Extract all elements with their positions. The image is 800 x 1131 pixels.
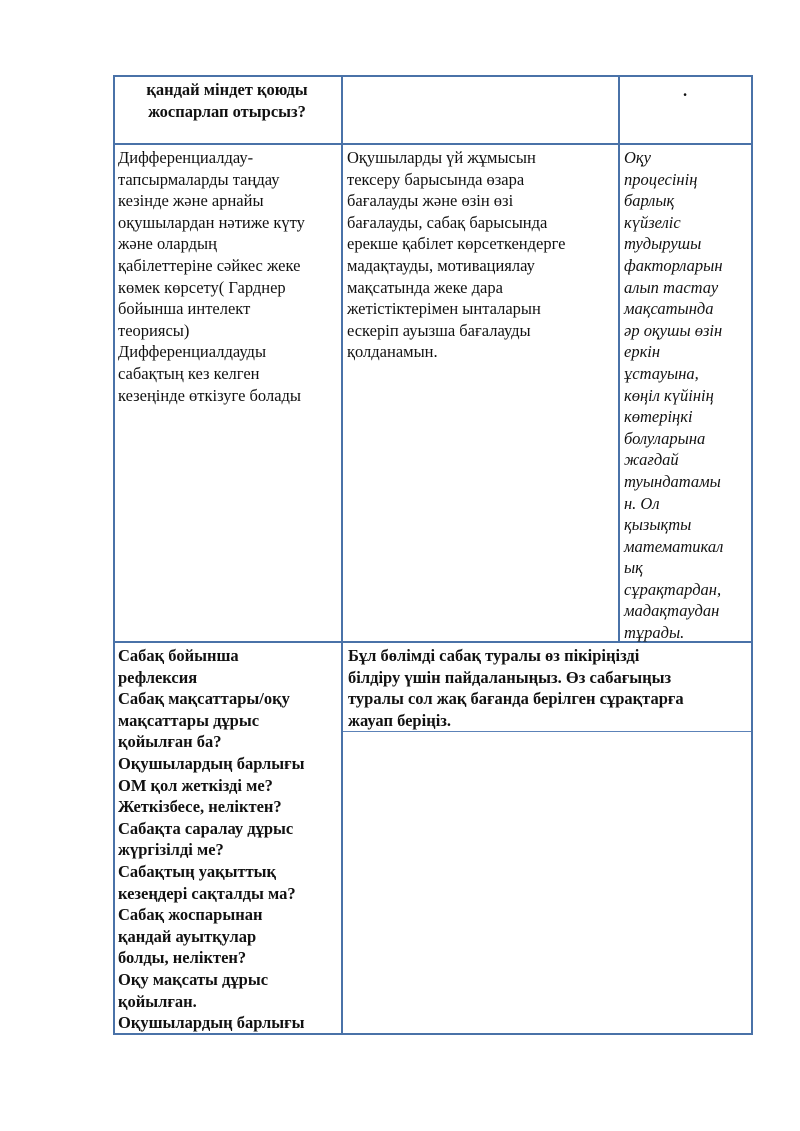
assessment-line: қолданамын.: [347, 342, 438, 362]
table-left-border: [113, 75, 115, 1035]
wellbeing-line: математикал: [624, 536, 724, 556]
wellbeing-line: тұрады.: [624, 623, 685, 643]
wellbeing-line: ұстауына,: [624, 363, 699, 383]
wellbeing-line: туындатамы: [624, 471, 721, 491]
reflection-instruction-line: жауап беріңіз.: [348, 710, 452, 730]
reflection-question-line: Сабақ мақсаттары/оқу: [118, 689, 290, 709]
wellbeing-line: мақсатында: [624, 299, 714, 319]
reflection-question-line: Оқушылардың барлығы: [118, 753, 305, 773]
reflection-question-line: мақсаттары дұрыс: [118, 710, 260, 730]
wellbeing-line: әр оқушы өзін: [624, 320, 723, 340]
differentiation-line: көмек көрсету( Гарднер: [118, 277, 286, 297]
wellbeing-line: сұрақтардан,: [624, 579, 722, 599]
reflection-question-line: Оқушылардың барлығы: [118, 1013, 305, 1033]
differentiation-line: Дифференциалдауды: [118, 342, 267, 362]
reflection-question-line: жүргізілді ме?: [118, 840, 224, 860]
assessment-line: ерекше қабілет көрсеткендерге: [347, 234, 566, 254]
assessment-cell: [347, 147, 615, 363]
assessment-line: бағалауды және өзін өзі: [347, 191, 514, 211]
wellbeing-line: болуларына: [624, 428, 706, 448]
wellbeing-line: тудырушы: [624, 234, 702, 254]
reflection-question-line: қандай ауытқулар: [118, 926, 257, 946]
differentiation-line: сабақтың кез келген: [118, 363, 260, 383]
row1-bottom-border: [113, 143, 753, 145]
column1-divider: [341, 75, 343, 1035]
differentiation-line: кезінде және арнайы: [118, 191, 264, 211]
reflection-instruction-line: туралы сол жақ бағанда берілген сұрақтарға: [348, 689, 684, 709]
reflection-question-line: ОМ қол жеткізді ме?: [118, 775, 273, 795]
reflection-question-line: Сабақ бойынша: [118, 646, 239, 665]
assessment-line: Оқушыларды үй жұмысын: [347, 148, 536, 167]
wellbeing-line: көтеріңкі: [624, 407, 693, 427]
wellbeing-line: қызықты: [624, 515, 692, 535]
wellbeing-line: көңіл күйінің: [624, 385, 714, 405]
wellbeing-line: процесінің: [624, 169, 698, 189]
assessment-line: мақсатында жеке дара: [347, 277, 503, 297]
wellbeing-line: күйзеліс: [624, 212, 681, 232]
reflection-question-line: кезеңдері сақталды ма?: [118, 883, 296, 903]
table-right-border: [751, 75, 753, 1035]
differentiation-line: кезеңінде өткізуге болады: [118, 385, 302, 405]
reflection-instruction-line: білдіру үшін пайдаланыңыз. Өз сабағыңыз: [348, 667, 672, 687]
reflection-question-line: Сабақ жоспарынан: [118, 905, 263, 925]
wellbeing-line: Оқу: [624, 148, 651, 167]
reflection-answer-area: [348, 736, 748, 1030]
assessment-line: жетістіктерімен ынталарын: [347, 299, 541, 319]
differentiation-line: оқушылардан нәтиже күту: [118, 212, 305, 232]
reflection-question-line: болды, неліктен?: [118, 948, 247, 968]
differentiation-line: және олардың: [118, 234, 217, 254]
reflection-question-line: Оқу мақсаты дұрыс: [118, 969, 269, 989]
differentiation-line: тапсырмаларды таңдау: [118, 169, 280, 189]
differentiation-cell: [118, 147, 340, 406]
row1-question-cell: [116, 79, 338, 122]
reflection-question-line: қойылған.: [118, 991, 197, 1011]
reflection-question-line: Сабақтың уақыттық: [118, 861, 277, 881]
wellbeing-line: факторларын: [624, 255, 723, 275]
wellbeing-line: еркін: [624, 342, 661, 362]
column2-divider: [618, 75, 620, 643]
reflection-instruction-line: Бұл бөлімді сабақ туралы өз пікіріңізді: [348, 646, 640, 665]
wellbeing-cell: [624, 147, 750, 644]
reflection-question-line: қойылған ба?: [118, 732, 222, 752]
row1-question-line: қандай міндет қоюды: [146, 80, 308, 99]
reflection-question-line: рефлексия: [118, 667, 198, 687]
assessment-line: тексеру барысында өзара: [347, 169, 525, 189]
wellbeing-line: н. Ол: [624, 493, 660, 513]
reflection-question-line: Сабақта саралау дұрыс: [118, 818, 294, 838]
reflection-question-line: Жеткізбесе, неліктен?: [118, 797, 282, 817]
row1-question-line: жоспарлап отырсыз?: [148, 101, 306, 121]
assessment-line: ескеріп ауызша бағалауды: [347, 320, 531, 340]
reflection-questions-cell: [118, 645, 340, 1034]
wellbeing-line: мадақтаудан: [624, 601, 720, 621]
table-top-border: [113, 75, 753, 77]
reflection-instructions-cell: [348, 645, 748, 731]
wellbeing-line: жағдай: [624, 450, 679, 470]
differentiation-line: Дифференциалдау-: [118, 148, 254, 167]
differentiation-line: теориясы): [118, 320, 190, 340]
differentiation-line: бойынша интелект: [118, 299, 251, 319]
wellbeing-line: алып тастау: [624, 277, 719, 297]
wellbeing-line: ық: [624, 558, 643, 578]
assessment-line: бағалауды, сабақ барысында: [347, 212, 548, 232]
differentiation-line: қабілеттеріне сәйкес жеке: [118, 255, 301, 275]
wellbeing-line: барлық: [624, 191, 675, 211]
assessment-line: мадақтауды, мотивациялау: [347, 255, 535, 275]
row1-dot-cell: .: [682, 81, 688, 100]
